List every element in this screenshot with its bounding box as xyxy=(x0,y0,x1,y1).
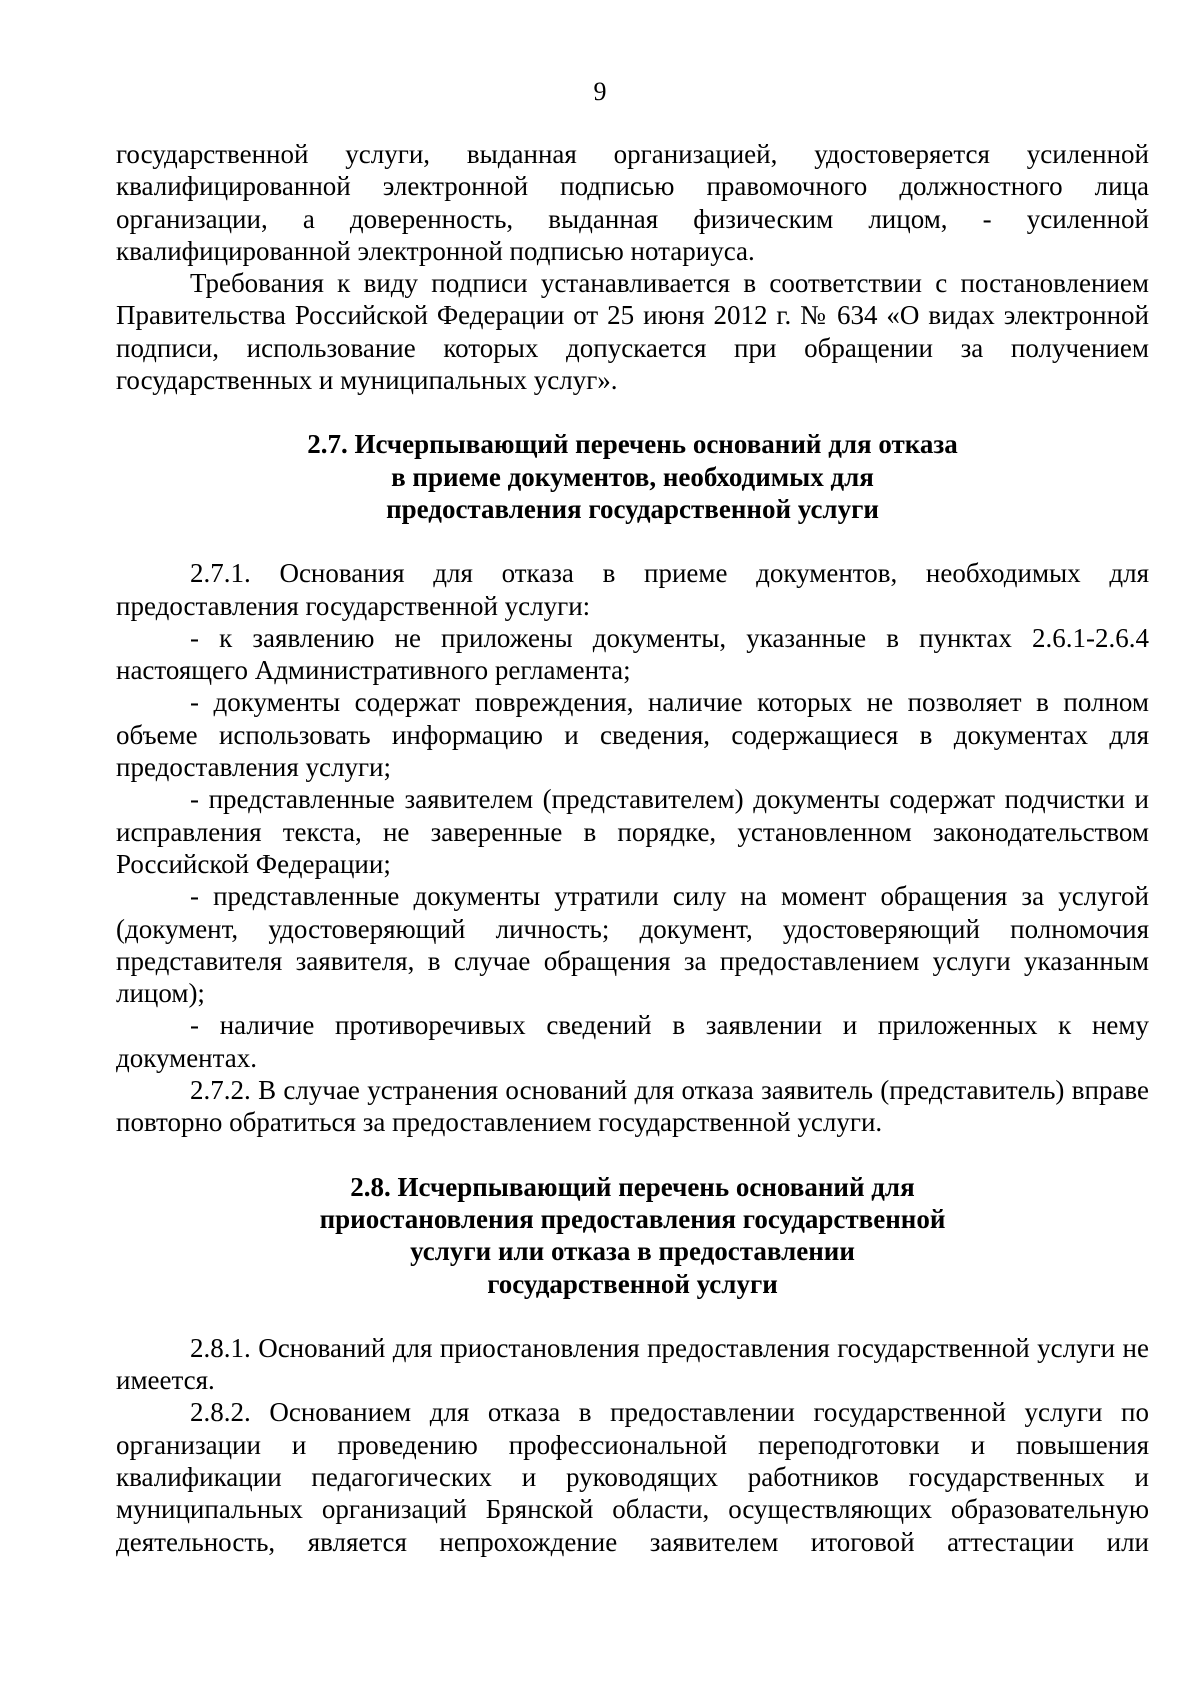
list-item: - наличие противоречивых сведений в заявлении и приложенных к нему документах. xyxy=(116,1010,1149,1073)
heading-line: в приеме документов, необходимых для xyxy=(391,461,874,492)
heading-line: предоставления государственной услуги xyxy=(386,493,879,524)
heading-line: государственной услуги xyxy=(487,1268,778,1299)
paragraph-signature-requirements: Требования к виду подписи устанавливается в соответствии с постановлением Правительства Российской Федерации от 25 июня 2012 г. № 634 «О видах электронной подписи, использование которых допускается при обращении за получением государственных и муниципальных услуг». xyxy=(116,268,1149,396)
list-item: - документы содержат повреждения, наличие которых не позволяет в полном объеме использовать информацию и сведения, содержащиеся в документах для предоставления услуги; xyxy=(116,687,1149,783)
page-number: 9 xyxy=(593,77,607,106)
paragraph-continuation: государственной услуги, выданная организацией, удостоверяется усиленной квалифицированной электронной подписью правомочного должностного лица организации, а доверенность, выданная физическим лицом, - усиленной квалифицированной электронной подписью нотариуса. xyxy=(116,139,1149,266)
paragraph-2-7-2: 2.7.2. В случае устранения оснований для отказа заявитель (представитель) вправе повторно обратиться за предоставлением государственной услуги. xyxy=(116,1075,1149,1138)
heading-line: 2.7. Исчерпывающий перечень оснований для отказа xyxy=(307,429,958,460)
paragraph-2-8-2: 2.8.2. Основанием для отказа в предоставлении государственной услуги по организации и проведению профессиональной переподготовки и повышения квалификации педагогических и руководящих работников государственных и муниципальных организаций Брянской области, осуществляющих образовательную деятельность, является непрохождение заявителем итоговой аттестации или xyxy=(116,1397,1149,1557)
section-heading-2-7 xyxy=(116,428,1149,525)
list-item: - представленные заявителем (представителем) документы содержат подчистки и исправления текста, не заверенные в порядке, установленном законодательством Российской Федерации; xyxy=(116,784,1149,879)
document-body xyxy=(116,138,1149,1558)
list-item: - к заявлению не приложены документы, указанные в пунктах 2.6.1-2.6.4 настоящего Административного регламента; xyxy=(116,622,1149,686)
section-heading-2-8 xyxy=(116,1171,1149,1300)
heading-line: приостановления предоставления государственной xyxy=(319,1203,946,1234)
paragraph-2-8-1: 2.8.1. Оснований для приостановления предоставления государственной услуги не имеется. xyxy=(116,1332,1149,1396)
heading-line: 2.8. Исчерпывающий перечень оснований для xyxy=(350,1171,915,1202)
heading-line: услуги или отказа в предоставлении xyxy=(410,1236,855,1267)
paragraph-2-7-1: 2.7.1. Основания для отказа в приеме документов, необходимых для предоставления государственной услуги: xyxy=(116,558,1149,621)
list-item: - представленные документы утратили силу на момент обращения за услугой (документ, удостоверяющий личность; документ, удостоверяющий полномочия представителя заявителя, в случае обращения за предоставлением услуги указанным лицом); xyxy=(116,881,1149,1009)
